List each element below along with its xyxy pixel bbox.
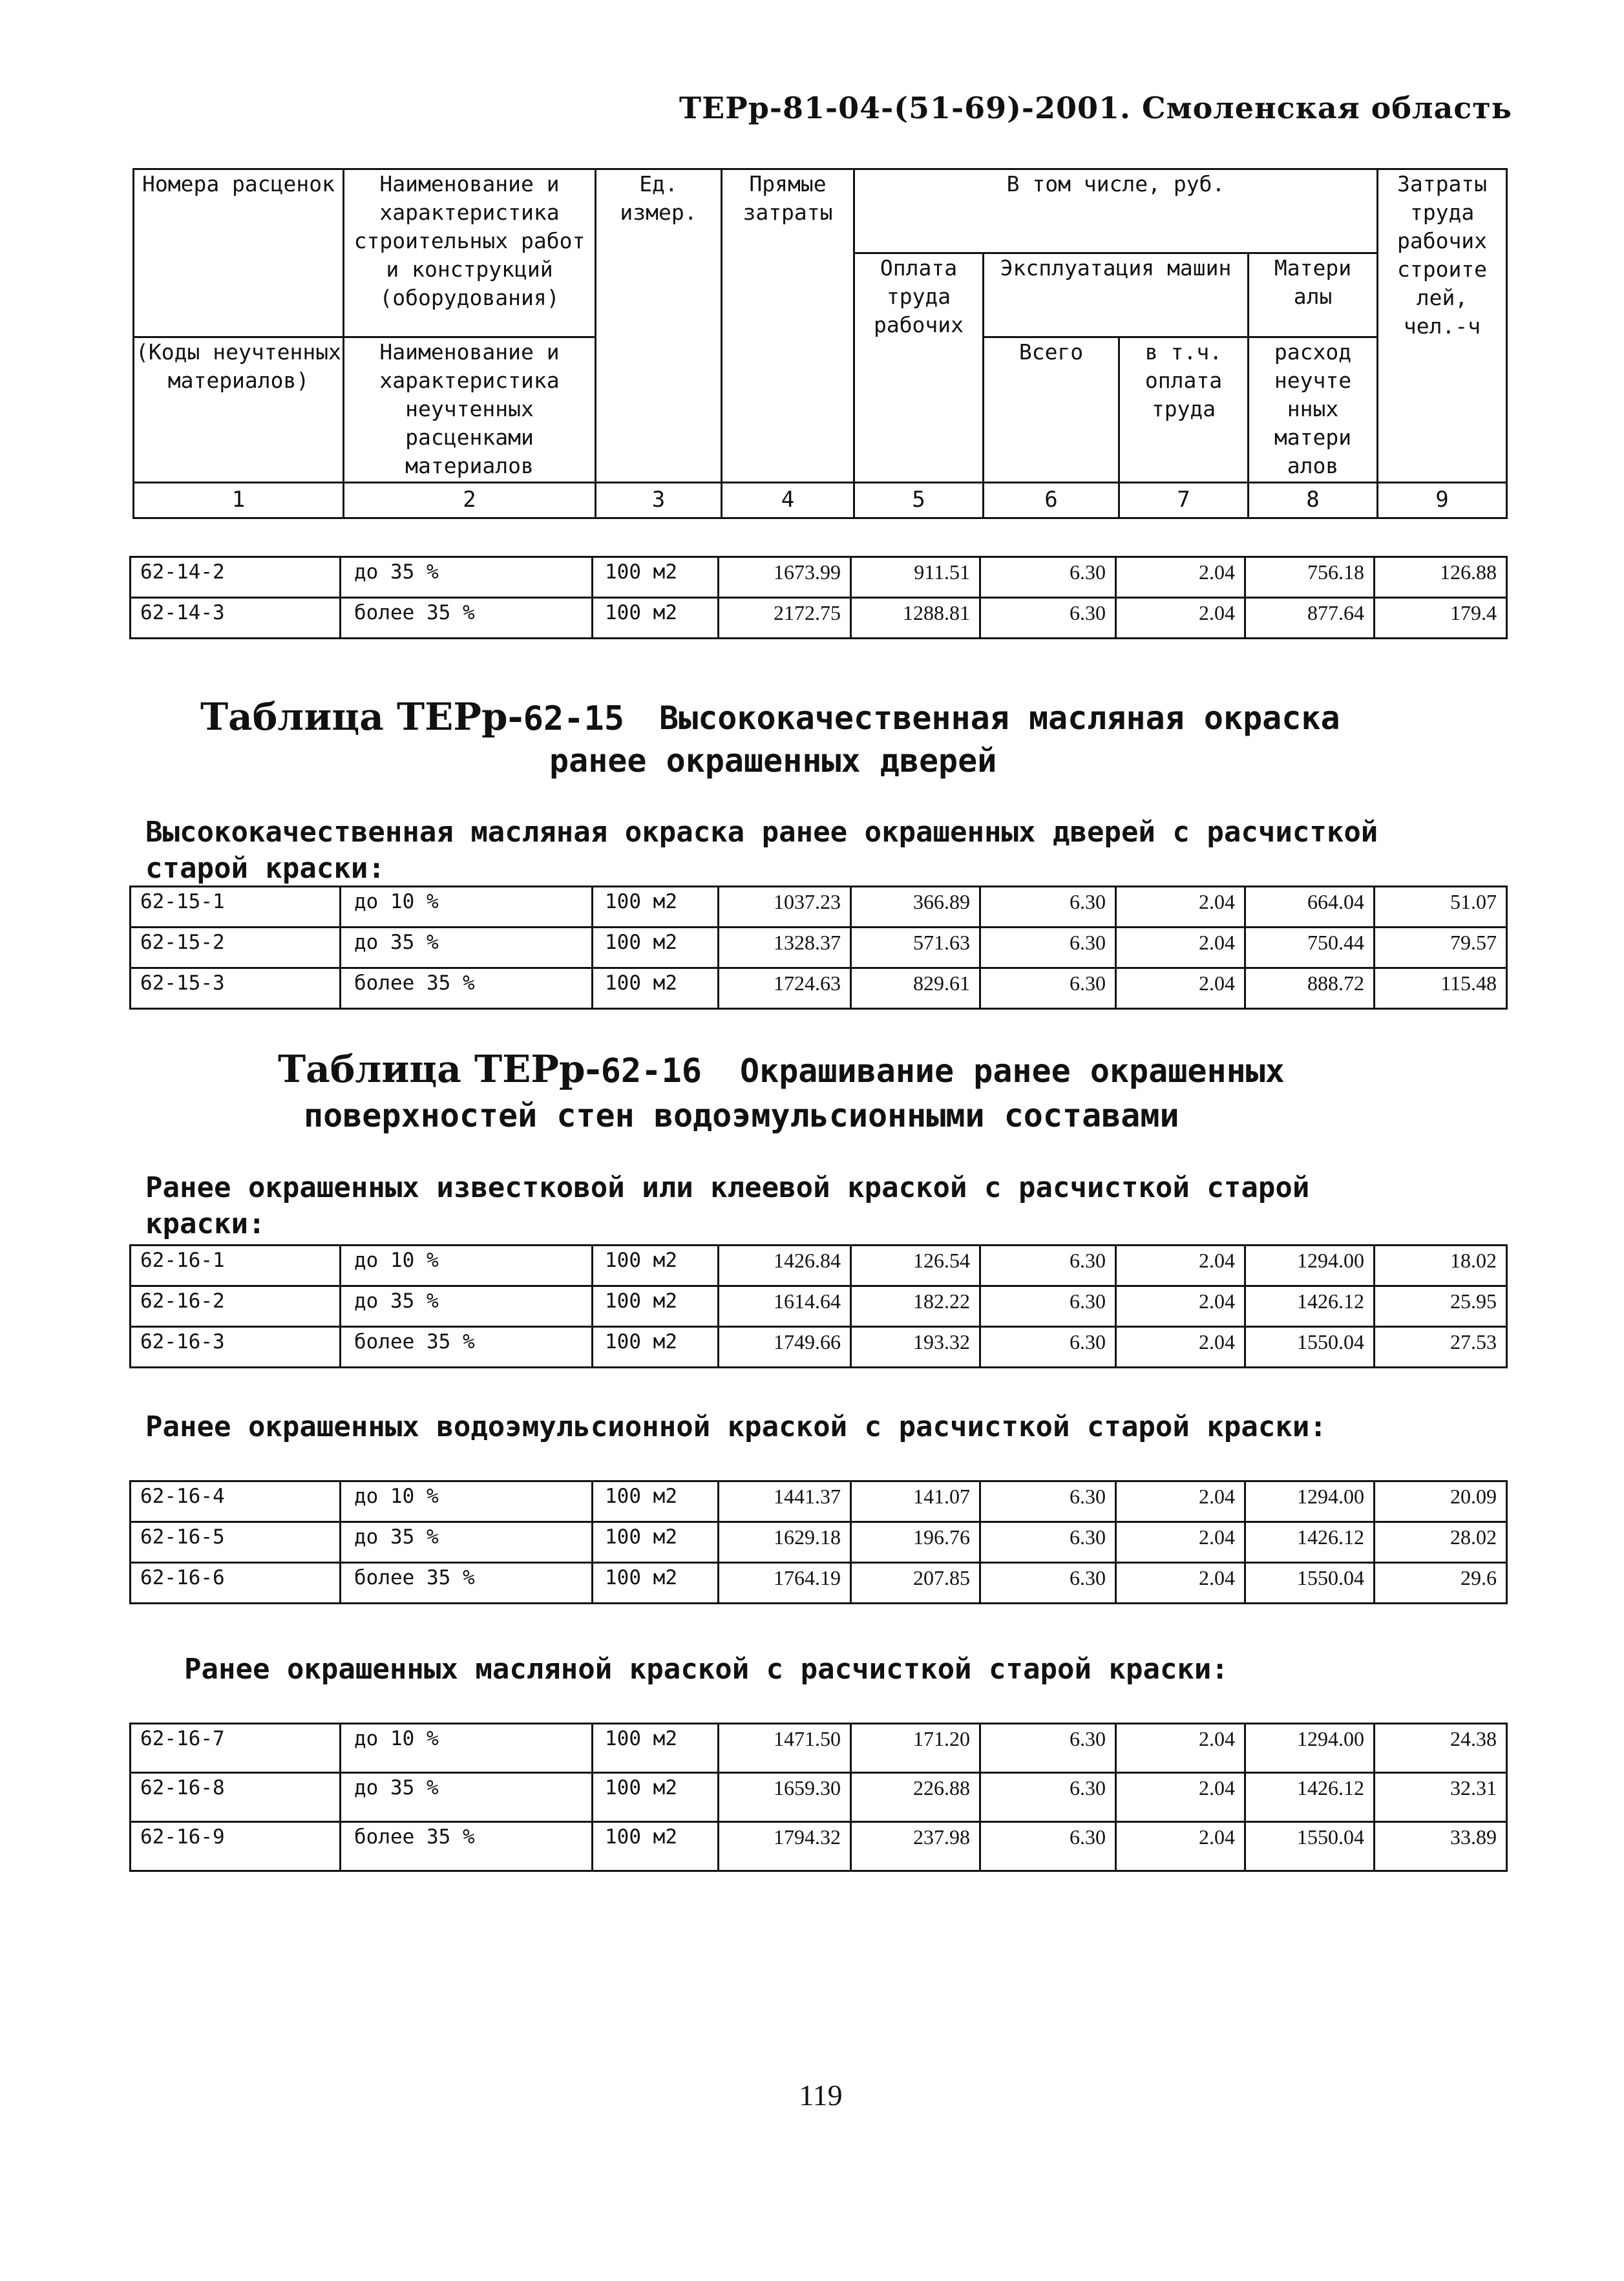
unit: 100 м2 xyxy=(593,1522,719,1563)
labor: 33.89 xyxy=(1375,1822,1507,1871)
work-name: до 35 % xyxy=(341,928,593,968)
rate-code: 62-15-2 xyxy=(131,928,341,968)
table-row xyxy=(131,1724,1507,1773)
section-heading: Ранее окрашенных масляной краской с расчисткой старой краски: xyxy=(184,1653,1229,1686)
pay: 126.54 xyxy=(851,1246,980,1286)
rate-code: 62-16-8 xyxy=(131,1773,341,1822)
rate-code: 62-16-9 xyxy=(131,1822,341,1871)
work-name: до 10 % xyxy=(341,1724,593,1773)
exploit-pay: 2.04 xyxy=(1116,557,1245,598)
labor: 126.88 xyxy=(1375,557,1507,598)
exploit: 6.30 xyxy=(980,968,1116,1009)
table-row xyxy=(131,557,1507,598)
rows-62-15 xyxy=(129,886,1508,1010)
table-62-15-title-line2: ранее окрашенных дверей xyxy=(549,742,997,780)
pay: 1288.81 xyxy=(851,598,980,639)
exploit-pay: 2.04 xyxy=(1116,1724,1245,1773)
rows-62-14 xyxy=(129,556,1508,639)
section-heading: Высококачественная масляная окраска ранее окрашенных дверей с расчисткой старой краски: xyxy=(145,816,1378,885)
header-material-use: расход неучте нных матери алов xyxy=(1249,337,1378,483)
labor: 18.02 xyxy=(1375,1246,1507,1286)
table-row xyxy=(131,1286,1507,1327)
col-num-7: 7 xyxy=(1119,483,1249,518)
exploit: 6.30 xyxy=(980,1481,1116,1522)
exploit: 6.30 xyxy=(980,1327,1116,1368)
column-header-table xyxy=(132,168,1508,519)
exploit-pay: 2.04 xyxy=(1116,1246,1245,1286)
materials: 1426.12 xyxy=(1245,1522,1375,1563)
work-name: до 10 % xyxy=(341,887,593,928)
col-num-3: 3 xyxy=(596,483,722,518)
unit: 100 м2 xyxy=(593,557,719,598)
labor: 28.02 xyxy=(1375,1522,1507,1563)
exploit: 6.30 xyxy=(980,1522,1116,1563)
header-labor: Затраты труда рабочих строите лей, чел.-ч xyxy=(1378,169,1507,483)
exploit-pay: 2.04 xyxy=(1116,1822,1245,1871)
unit: 100 м2 xyxy=(593,887,719,928)
section-heading: Ранее окрашенных водоэмульсионной краской с расчисткой старой краски: xyxy=(145,1410,1327,1443)
rate-code: 62-16-3 xyxy=(131,1327,341,1368)
direct-cost: 1724.63 xyxy=(719,968,851,1009)
materials: 664.04 xyxy=(1245,887,1375,928)
rate-code: 62-16-1 xyxy=(131,1246,341,1286)
direct-cost: 1328.37 xyxy=(719,928,851,968)
exploit-pay: 2.04 xyxy=(1116,968,1245,1009)
table-62-16-title xyxy=(278,1047,702,1091)
labor: 29.6 xyxy=(1375,1563,1507,1604)
work-name: до 35 % xyxy=(341,1773,593,1822)
work-name: более 35 % xyxy=(341,598,593,639)
table-prefix: Таблица ТЕРр- xyxy=(278,1047,601,1091)
direct-cost: 2172.75 xyxy=(719,598,851,639)
materials: 1294.00 xyxy=(1245,1246,1375,1286)
exploit-pay: 2.04 xyxy=(1116,928,1245,968)
col-num-9: 9 xyxy=(1378,483,1507,518)
rate-code: 62-16-5 xyxy=(131,1522,341,1563)
table-row xyxy=(131,598,1507,639)
work-name: до 35 % xyxy=(341,1286,593,1327)
page-header: ТЕРр-81-04-(51-69)-2001. Смоленская область xyxy=(679,90,1512,125)
header-unaccounted-name: Наименование и характеристика неучтенных расценками материалов xyxy=(344,337,596,483)
exploit: 6.30 xyxy=(980,1246,1116,1286)
unit: 100 м2 xyxy=(593,1563,719,1604)
exploit-pay: 2.04 xyxy=(1116,887,1245,928)
direct-cost: 1629.18 xyxy=(719,1522,851,1563)
table-62-15-title-line1: Высококачественная масляная окраска xyxy=(659,699,1340,737)
work-name: более 35 % xyxy=(341,1822,593,1871)
header-materials: Матери алы xyxy=(1249,253,1378,337)
direct-cost: 1749.66 xyxy=(719,1327,851,1368)
rows-62-16-a xyxy=(129,1244,1508,1368)
table-row xyxy=(131,887,1507,928)
work-name: до 10 % xyxy=(341,1246,593,1286)
table-62-15-title xyxy=(200,695,624,739)
materials: 1426.12 xyxy=(1245,1773,1375,1822)
section-heading: Ранее окрашенных известковой или клеевой краской с расчисткой старой краски: xyxy=(145,1171,1310,1240)
table-row xyxy=(131,968,1507,1009)
labor: 24.38 xyxy=(1375,1724,1507,1773)
materials: 756.18 xyxy=(1245,557,1375,598)
pay: 366.89 xyxy=(851,887,980,928)
exploit-pay: 2.04 xyxy=(1116,1522,1245,1563)
unit: 100 м2 xyxy=(593,1481,719,1522)
col-num-2: 2 xyxy=(344,483,596,518)
table-row xyxy=(131,1327,1507,1368)
exploit-pay: 2.04 xyxy=(1116,598,1245,639)
table-62-16-title-line2: поверхностей стен водоэмульсионными составами xyxy=(304,1097,1179,1134)
col-num-1: 1 xyxy=(134,483,344,518)
labor: 79.57 xyxy=(1375,928,1507,968)
exploit-pay: 2.04 xyxy=(1116,1563,1245,1604)
direct-cost: 1614.64 xyxy=(719,1286,851,1327)
labor: 115.48 xyxy=(1375,968,1507,1009)
header-codes: Номера расценок xyxy=(134,169,344,337)
unit: 100 м2 xyxy=(593,1286,719,1327)
rate-code: 62-16-4 xyxy=(131,1481,341,1522)
table-number: 62-15 xyxy=(523,699,625,738)
pay: 193.32 xyxy=(851,1327,980,1368)
header-unaccounted-codes: (Коды неучтенных материалов) xyxy=(134,337,344,483)
direct-cost: 1794.32 xyxy=(719,1822,851,1871)
materials: 750.44 xyxy=(1245,928,1375,968)
exploit: 6.30 xyxy=(980,1563,1116,1604)
labor: 51.07 xyxy=(1375,887,1507,928)
pay: 182.22 xyxy=(851,1286,980,1327)
rows-62-16-c xyxy=(129,1723,1508,1872)
header-exploit: Эксплуатация машин xyxy=(984,253,1249,337)
unit: 100 м2 xyxy=(593,968,719,1009)
header-exploit-total: Всего xyxy=(984,337,1119,483)
work-name: более 35 % xyxy=(341,1563,593,1604)
table-row xyxy=(131,1563,1507,1604)
table-row xyxy=(131,1822,1507,1871)
rate-code: 62-16-2 xyxy=(131,1286,341,1327)
labor: 25.95 xyxy=(1375,1286,1507,1327)
unit: 100 м2 xyxy=(593,1724,719,1773)
table-prefix: Таблица ТЕРр- xyxy=(200,695,523,739)
col-num-8: 8 xyxy=(1249,483,1378,518)
pay: 829.61 xyxy=(851,968,980,1009)
pay: 171.20 xyxy=(851,1724,980,1773)
pay: 237.98 xyxy=(851,1822,980,1871)
exploit: 6.30 xyxy=(980,1286,1116,1327)
materials: 1550.04 xyxy=(1245,1327,1375,1368)
header-direct-costs: Прямые затраты xyxy=(722,169,854,483)
rate-code: 62-14-2 xyxy=(131,557,341,598)
pay: 571.63 xyxy=(851,928,980,968)
direct-cost: 1764.19 xyxy=(719,1563,851,1604)
direct-cost: 1426.84 xyxy=(719,1246,851,1286)
unit: 100 м2 xyxy=(593,598,719,639)
direct-cost: 1471.50 xyxy=(719,1724,851,1773)
materials: 1294.00 xyxy=(1245,1481,1375,1522)
materials: 1426.12 xyxy=(1245,1286,1375,1327)
exploit: 6.30 xyxy=(980,557,1116,598)
materials: 1294.00 xyxy=(1245,1724,1375,1773)
work-name: до 35 % xyxy=(341,557,593,598)
direct-cost: 1037.23 xyxy=(719,887,851,928)
header-unit: Ед. измер. xyxy=(596,169,722,483)
table-number: 62-16 xyxy=(600,1052,702,1090)
labor: 20.09 xyxy=(1375,1481,1507,1522)
exploit: 6.30 xyxy=(980,887,1116,928)
unit: 100 м2 xyxy=(593,1327,719,1368)
table-row xyxy=(131,1773,1507,1822)
direct-cost: 1673.99 xyxy=(719,557,851,598)
exploit-pay: 2.04 xyxy=(1116,1481,1245,1522)
table-62-16-title-line1: Окрашивание ранее окрашенных xyxy=(740,1052,1285,1090)
pay: 207.85 xyxy=(851,1563,980,1604)
rate-code: 62-15-1 xyxy=(131,887,341,928)
col-num-6: 6 xyxy=(984,483,1119,518)
exploit: 6.30 xyxy=(980,598,1116,639)
exploit: 6.30 xyxy=(980,1773,1116,1822)
work-name: более 35 % xyxy=(341,968,593,1009)
header-exploit-pay: в т.ч. оплата труда xyxy=(1119,337,1249,483)
header-work-name: Наименование и характеристика строительных работ и конструкций (оборудования) xyxy=(344,169,596,337)
rate-code: 62-16-6 xyxy=(131,1563,341,1604)
unit: 100 м2 xyxy=(593,1773,719,1822)
rate-code: 62-16-7 xyxy=(131,1724,341,1773)
exploit-pay: 2.04 xyxy=(1116,1286,1245,1327)
materials: 1550.04 xyxy=(1245,1563,1375,1604)
labor: 32.31 xyxy=(1375,1773,1507,1822)
page-number: 119 xyxy=(799,2079,843,2112)
table-row xyxy=(131,1481,1507,1522)
direct-cost: 1441.37 xyxy=(719,1481,851,1522)
rate-code: 62-14-3 xyxy=(131,598,341,639)
work-name: до 10 % xyxy=(341,1481,593,1522)
table-row xyxy=(131,928,1507,968)
col-num-5: 5 xyxy=(854,483,984,518)
materials: 877.64 xyxy=(1245,598,1375,639)
unit: 100 м2 xyxy=(593,1246,719,1286)
unit: 100 м2 xyxy=(593,928,719,968)
header-pay: Оплата труда рабочих xyxy=(854,253,984,483)
exploit-pay: 2.04 xyxy=(1116,1327,1245,1368)
direct-cost: 1659.30 xyxy=(719,1773,851,1822)
pay: 911.51 xyxy=(851,557,980,598)
exploit: 6.30 xyxy=(980,1822,1116,1871)
table-row xyxy=(131,1522,1507,1563)
labor: 27.53 xyxy=(1375,1327,1507,1368)
exploit-pay: 2.04 xyxy=(1116,1773,1245,1822)
materials: 888.72 xyxy=(1245,968,1375,1009)
exploit: 6.30 xyxy=(980,1724,1116,1773)
pay: 226.88 xyxy=(851,1773,980,1822)
table-row xyxy=(131,1246,1507,1286)
pay: 196.76 xyxy=(851,1522,980,1563)
rate-code: 62-15-3 xyxy=(131,968,341,1009)
header-including: В том числе, руб. xyxy=(854,169,1378,253)
unit: 100 м2 xyxy=(593,1822,719,1871)
materials: 1550.04 xyxy=(1245,1822,1375,1871)
rows-62-16-b xyxy=(129,1480,1508,1604)
work-name: более 35 % xyxy=(341,1327,593,1368)
pay: 141.07 xyxy=(851,1481,980,1522)
exploit: 6.30 xyxy=(980,928,1116,968)
work-name: до 35 % xyxy=(341,1522,593,1563)
labor: 179.4 xyxy=(1375,598,1507,639)
col-num-4: 4 xyxy=(722,483,854,518)
